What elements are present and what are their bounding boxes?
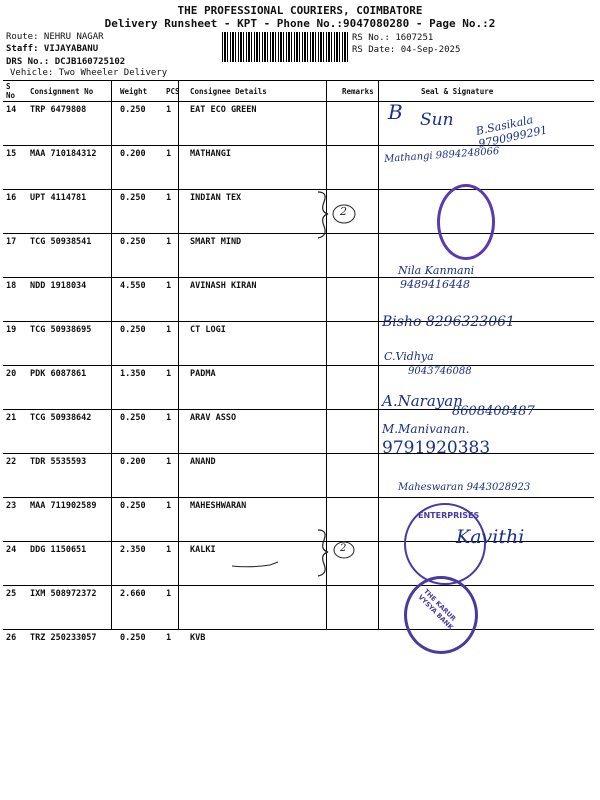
cell-pcs: 1 [163,322,187,366]
runsheet-table [3,80,594,673]
seal-stamp-17 [437,184,495,260]
bracket-note-2: 2 [340,543,347,554]
cell-weight: 0.250 [117,190,163,234]
cell-consignee: CT LOGI [187,322,339,366]
cell-sno: 17 [3,234,27,278]
rs-number: RS No.: 1607251 [352,33,434,43]
cell-consignee: EAT ECO GREEN [187,102,339,146]
signature-24: Kavithi [456,526,525,548]
column-divider [378,80,379,630]
cell-pcs: 1 [163,586,187,630]
signature-20-phone: 9043746088 [408,366,472,377]
cell-weight: 4.550 [117,278,163,322]
cell-sno: 25 [3,586,27,630]
cell-consignee: KVB [190,633,206,643]
bracket-remark-16-17 [300,190,360,240]
col-remarks: Remarks [339,81,393,102]
drs-label: DRS No.: DCJB160725102 [6,57,126,67]
stamp-text: THE KARUR VYSYA BANK [416,587,458,632]
cell-consignment: IXM 508972372 [27,586,117,630]
cell-sno: 15 [3,146,27,190]
cell-consignment: TRZ 250233057 [30,633,97,643]
table-row [3,542,594,586]
cell-sno: 16 [3,190,27,234]
cell-consignment: MAA 711902589 [27,498,117,542]
cell-weight: 0.250 [117,410,163,454]
table-row [3,366,594,410]
seal-stamp-26 [404,576,478,654]
signature-20-name: C.Vidhya [384,350,434,363]
cell-sno: 21 [3,410,27,454]
cell-sno: 19 [3,322,27,366]
bracket-note-1: 2 [340,205,347,218]
signature-23: Maheswaran 9443028923 [398,482,531,493]
cell-consignment: TRP 6479808 [27,102,117,146]
cell-weight: 0.250 [120,633,146,643]
cell-consignee [187,586,339,630]
cell-pcs: 1 [163,146,187,190]
cell-consignment: DDG 1150651 [27,542,117,586]
signature-18-phone: 9489416448 [400,278,470,291]
cell-consignee: AVINASH KIRAN [187,278,339,322]
cell-sno: 20 [3,366,27,410]
cell-pcs: 1 [163,498,187,542]
table-header-row [3,81,594,102]
cell-weight: 0.250 [117,102,163,146]
cell-pcs: 1 [163,454,187,498]
cell-consignee: MAHESHWARAN [187,498,339,542]
cell-consignee: PADMA [187,366,339,410]
table-row [3,146,594,190]
cell-weight: 1.350 [117,366,163,410]
cell-consignment: MAA 710184312 [27,146,117,190]
staff-label: Staff: VIJAYABANU [6,44,99,54]
runsheet-subtitle: Delivery Runsheet - KPT - Phone No.:9047080280 - Page No.:2 [104,17,496,30]
col-pcs: PCS [163,81,187,102]
cell-consignee: INDIAN TEX [187,190,339,234]
vehicle-label: Vehicle: Two Wheeler Delivery [10,68,168,78]
cell-consignee: KALKI [187,542,339,586]
signature-14: B.Sasikala 9790999291 [474,113,549,151]
cell-sno: 22 [3,454,27,498]
cell-pcs: 1 [163,234,187,278]
cell-consignment: UPT 4114781 [27,190,117,234]
scribble-mark [230,558,290,572]
cell-weight: 0.200 [117,146,163,190]
signature-22-name: M.Manivanan. [382,422,470,436]
cell-weight: 0.250 [117,234,163,278]
column-divider [111,80,112,630]
col-consignment: Consignment No [27,81,117,102]
column-divider [178,80,179,630]
cell-weight: 2.660 [117,586,163,630]
signature-mark: B [388,100,403,124]
barcode [222,32,348,62]
cell-weight: 0.250 [117,498,163,542]
cell-sno: 26 [6,633,17,643]
cell-pcs: 1 [163,366,187,410]
cell-remarks [339,102,393,146]
cell-pcs: 1 [163,278,187,322]
signature-18-name: Nila Kanmani [398,264,475,277]
signature-22-phone: 9791920383 [382,438,491,458]
cell-remarks [339,586,393,630]
col-consignee: Consignee Details [187,81,339,102]
cell-consignee: ANAND [187,454,339,498]
cell-remarks [339,146,393,190]
signature-19: Bisho 8296323061 [382,314,515,330]
signature-21-name: A.Narayan [382,392,463,410]
table-row [3,630,594,674]
cell-consignee: SMART MIND [187,234,339,278]
company-title: THE PROFESSIONAL COURIERS, COIMBATORE [177,4,423,17]
cell-consignment: PDK 6087861 [27,366,117,410]
cell-pcs: 1 [163,410,187,454]
table-row [3,190,594,234]
cell-consignment: NDD 1918034 [27,278,117,322]
cell-remarks [339,630,393,674]
table-row [3,586,594,630]
stamp-text: ENTERPRISES [418,511,480,520]
cell-consignee: ARAV ASSO [187,410,339,454]
cell-remarks [339,234,393,278]
cell-consignment: TCG 50938541 [27,234,117,278]
cell-sno: 24 [3,542,27,586]
cell-consignee: MATHANGI [187,146,339,190]
cell-pcs: 1 [163,190,187,234]
cell-consignment: TDR 5535593 [27,454,117,498]
signature-21-phone: 8608408487 [452,404,535,419]
signature-mark: Sun [420,110,454,130]
cell-pcs: 1 [163,542,187,586]
bracket-remark-24-25 [300,528,360,578]
signature-15: Mathangi 9894248066 [383,145,500,166]
rs-date: RS Date: 04-Sep-2025 [352,45,461,55]
table-row [3,234,594,278]
cell-pcs: 1 [163,102,187,146]
route-label: Route: NEHRU NAGAR [6,32,104,42]
col-weight: Weight [117,81,163,102]
cell-sno: 14 [3,102,27,146]
cell-weight: 0.200 [117,454,163,498]
cell-sno: 18 [3,278,27,322]
col-sno: S No [3,81,27,102]
cell-weight: 2.350 [117,542,163,586]
cell-consignment: TCG 50938695 [27,322,117,366]
cell-pcs: 1 [166,633,172,643]
cell-sno: 23 [3,498,27,542]
cell-consignment: TCG 50938642 [27,410,117,454]
col-signature: Seal & Signature [393,81,594,102]
cell-weight: 0.250 [117,322,163,366]
cell-remarks [339,454,393,498]
